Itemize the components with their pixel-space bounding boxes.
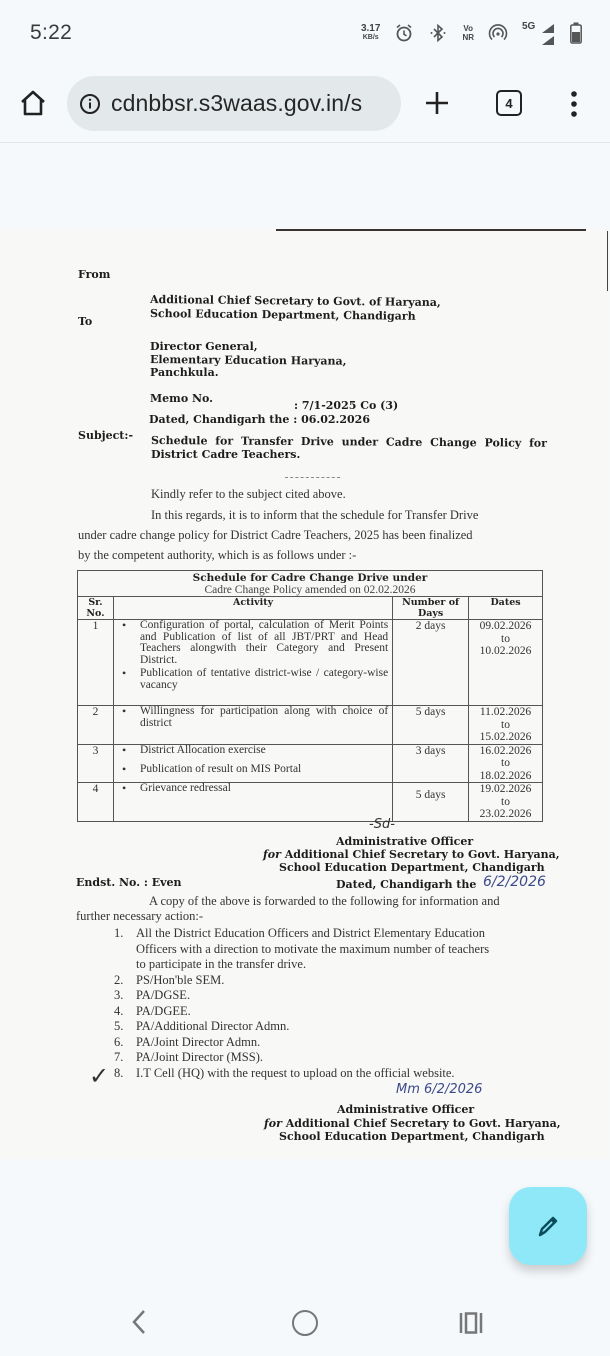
signal-icon: 5G (522, 21, 556, 45)
list-item: 3. PA/DGSE. (114, 988, 191, 1002)
new-tab-button[interactable] (422, 88, 452, 118)
from-label: From (78, 268, 111, 281)
home-icon (18, 88, 48, 118)
url-text[interactable]: cdnbbsr.s3waas.gov.in/s (111, 90, 363, 116)
activity-item: • Configuration of portal, calculation of Merit Points and Publication of list of all JBT/PRT and Head Teachers alongwith their Category and Present District. (122, 620, 388, 666)
list-item: 7. PA/Joint Director (MSS). (114, 1050, 263, 1064)
battery-icon (570, 22, 582, 44)
browser-toolbar (0, 74, 610, 132)
volte-icon: Vo NR (462, 24, 474, 42)
schedule-table (77, 570, 543, 822)
header-sr: Sr. No. (78, 597, 114, 620)
activity-item: • Publication of result on MIS Portal (122, 764, 388, 776)
back-icon (128, 1308, 150, 1336)
para1: Kindly refer to the subject cited above. (151, 487, 346, 501)
sig1-line1: for Additional Chief Secretary to Govt. Haryana, (263, 848, 560, 861)
status-bar (0, 0, 610, 66)
dated-line: Dated, Chandigarh the : 06.02.2026 (149, 413, 370, 426)
para2-line2: under cadre change policy for District Cadre Teachers, 2025 has been finalized (78, 528, 473, 542)
nav-home-button[interactable] (292, 1310, 318, 1336)
net-speed: 3.17 KB/s (360, 23, 381, 41)
activity-item: • Grievance redressal (122, 783, 388, 795)
list-item: 8. I.T Cell (HQ) with the request to upload on the official website. (114, 1065, 455, 1080)
activity-item: • Publication of tentative district-wise / category-wise vacancy (122, 668, 388, 691)
para2-line3: by the competent authority, which is as follows under :- (78, 548, 357, 562)
table-row: 4 • Grievance redressal 5 days 19.02.2026 to 23.02.2026 (78, 783, 543, 822)
subject-line2: District Cadre Teachers. (151, 448, 301, 461)
list-item: 6. PA/Joint Director Admn. (114, 1034, 261, 1049)
to-line2: Elementary Education Haryana, (149, 353, 347, 368)
table-header (78, 597, 543, 620)
edit-fab-button[interactable] (509, 1187, 587, 1265)
checkmark-icon: ✓ (89, 1062, 110, 1090)
subject-label: Subject:- (78, 429, 134, 442)
copy-line1: A copy of the above is forwarded to the following for information and (149, 894, 500, 908)
copy-list (114, 926, 489, 1081)
activity-item: • District Allocation exercise (122, 745, 388, 757)
endst-dated: Dated, Chandigarh the (336, 878, 477, 891)
recents-icon (458, 1310, 484, 1336)
header-days: Number of Days (393, 597, 469, 620)
page-edge (607, 231, 608, 291)
subject-line1: Schedule for Transfer Drive under Cadre Change Policy for (150, 434, 548, 450)
document-page (1, 229, 609, 1159)
memo-label: Memo No. (150, 392, 214, 405)
activity-item: • Willingness for participation along with choice of district (122, 706, 388, 729)
header-dates: Dates (469, 597, 543, 620)
table-caption: Schedule for Cadre Change Drive under Cadre Change Policy amended on 02.02.2026 (78, 571, 543, 597)
list-item: 4. PA/DGEE. (114, 1003, 191, 1018)
list-item: 2. PS/Hon'ble SEM. (114, 972, 225, 987)
header-activity: Activity (113, 597, 392, 620)
more-vert-icon (566, 89, 582, 119)
from-line2: School Education Department, Chandigarh (149, 307, 416, 323)
copy-line2: further necessary action:- (76, 909, 204, 923)
bluetooth-icon (428, 23, 448, 43)
table-row: 2 • Willingness for participation along with choice of district 5 days 11.02.2026 to 15.02.2026 (78, 706, 543, 745)
divider (285, 477, 340, 478)
sig1-line2: School Education Department, Chandigarh (279, 861, 545, 874)
overflow-menu-button[interactable] (566, 89, 582, 119)
sig2-line1: for Additional Chief Secretary to Govt. Haryana, (264, 1117, 561, 1130)
sig1-title: Administrative Officer (336, 835, 474, 848)
page-edge (276, 229, 586, 231)
status-icons (361, 21, 582, 45)
status-time: 5:22 (30, 21, 73, 44)
para2-line1: In this regards, it is to inform that the schedule for Transfer Drive (151, 508, 479, 522)
list-item: 5. PA/Additional Director Admn. (114, 1019, 290, 1033)
system-nav-bar (0, 1290, 610, 1356)
nav-recents-button[interactable] (458, 1310, 484, 1336)
list-item: 1. All the District Education Officers and District Elementary Education Officers with a direction to motivate the maximum number of teachers to participate in the transfer drive. (114, 926, 490, 971)
sig2-line2: School Education Department, Chandigarh (279, 1130, 545, 1143)
alarm-icon (394, 23, 414, 43)
memo-value: : 7/1-2025 Co (3) (294, 399, 399, 412)
nav-back-button[interactable] (128, 1308, 150, 1336)
handwritten-signature: Mm 6/2/2026 (396, 1082, 483, 1097)
to-label: To (78, 315, 93, 328)
to-line1: Director General, (150, 340, 258, 353)
plus-icon (422, 88, 452, 118)
sig2-title: Administrative Officer (337, 1103, 475, 1116)
toolbar-divider (0, 142, 610, 143)
home-button[interactable] (18, 88, 48, 118)
hotspot-icon (488, 23, 508, 43)
table-row: 3 • District Allocation exercise • Publication of result on MIS Portal 3 days 16.02.2026 to 18.02.2026 (78, 744, 543, 783)
sd-mark: -Sd- (369, 817, 395, 832)
table-row: 1 • Configuration of portal, calculation of Merit Points and Publication of list of all JBT/PRT and Head Teachers alongwith their Category and Present District. • Publication of tentative district-wise / category-wise vacancy 2 days 09.02.2026 to 10.02.2026 (78, 620, 543, 706)
endst-label: Endst. No. : Even (76, 876, 182, 889)
site-info-icon[interactable] (79, 93, 101, 115)
address-bar[interactable] (67, 76, 401, 131)
pencil-icon (533, 1211, 563, 1241)
from-line1: Additional Chief Secretary to Govt. of Haryana, (149, 293, 441, 310)
to-line3: Panchkula. (150, 366, 219, 379)
handwritten-date: 6/2/2026 (483, 874, 546, 890)
tab-switcher-button[interactable]: 4 (496, 90, 522, 116)
